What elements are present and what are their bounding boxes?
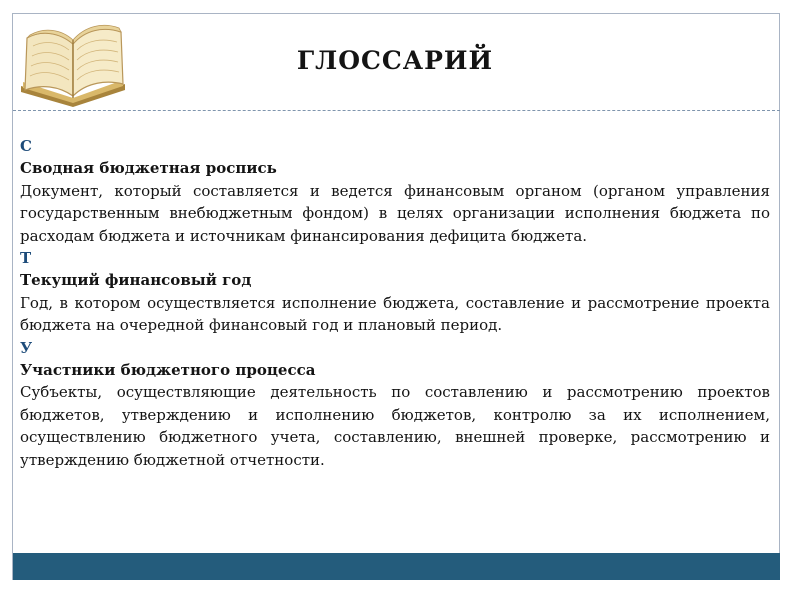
glossary-definition: Год, в котором осуществляется исполнение бюджета, составление и рассмотрение проекта бюджета на очередной финансовый год и плановый период. [20, 293, 770, 335]
glossary-section-s [20, 135, 770, 247]
open-book-icon [17, 16, 129, 108]
section-letter: Т [20, 249, 32, 268]
glossary-definition: Документ, который составляется и ведется финансовым органом (органом управления государственным внебюджетным фондом) в целях организации исполнения бюджета по расходам бюджета и источникам финансирования дефицита бюджета. [20, 181, 770, 245]
footer-bar [13, 553, 780, 580]
section-letter: У [20, 338, 33, 357]
glossary-definition: Субъекты, осуществляющие деятельность по составлению и рассмотрению проектов бюджетов, утверждению и исполнению бюджетов, контролю за их исполнением, осуществлению бюджетного учета, составлению, внешней проверке, рассмотрению и утверждению бюджетной отчетности. [20, 383, 770, 469]
glossary-term: Участники бюджетного процесса [20, 361, 316, 380]
glossary-section-u [20, 337, 770, 471]
glossary-content [20, 135, 770, 471]
title-separator [13, 110, 780, 111]
slide-title: ГЛОССАРИЙ [296, 46, 494, 75]
section-letter: С [20, 137, 32, 155]
glossary-section-t [20, 247, 770, 337]
glossary-term: Текущий финансовый год [20, 271, 252, 290]
glossary-term: Сводная бюджетная роспись [20, 159, 277, 178]
